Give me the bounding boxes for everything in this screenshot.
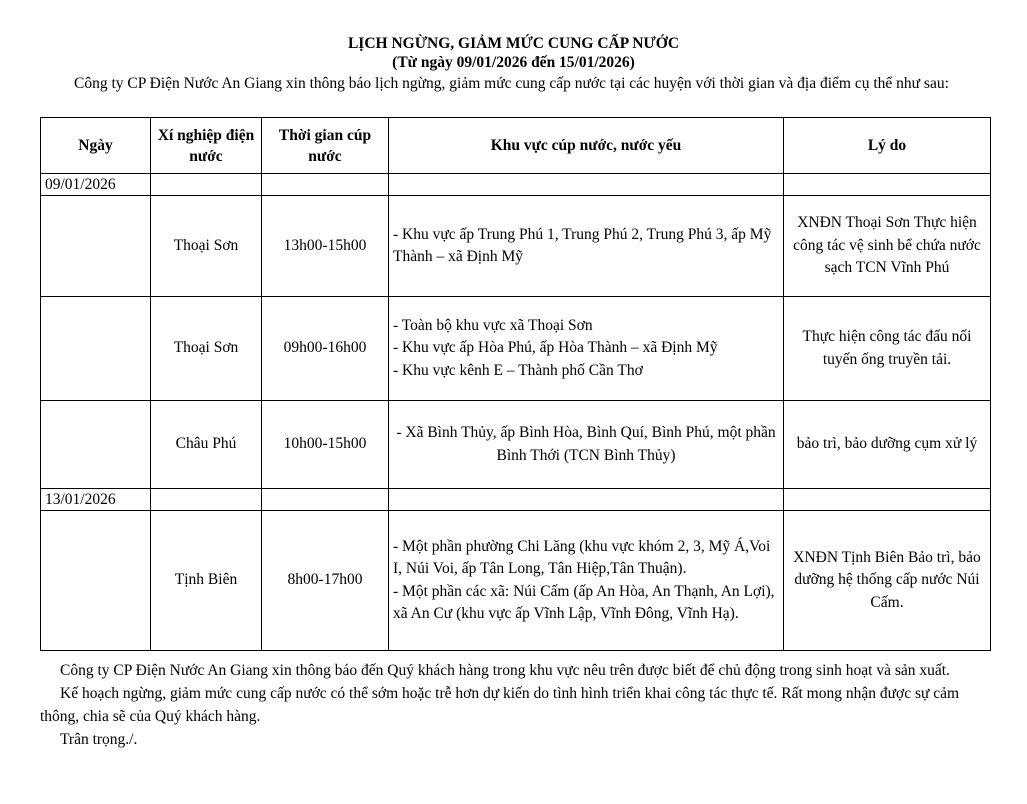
reason-cell: bảo trì, bảo dưỡng cụm xử lý <box>784 401 991 489</box>
time-cell: 8h00-17h00 <box>262 511 389 651</box>
area-line: - Xã Bình Thủy, ấp Bình Hòa, Bình Quí, Bình Phú, một phần Bình Thới (TCN Bình Thủy) <box>396 424 776 464</box>
reason-cell: Thực hiện công tác đấu nối tuyến ống truyền tải. <box>784 297 991 401</box>
footer-paragraph: Kế hoạch ngừng, giảm mức cung cấp nước có thể sớm hoặc trễ hơn dự kiến do tình hình triển khai công tác thực tế. Rất mong nhận được sự cảm thông, chia sẽ của Quý khách hàng. <box>40 685 960 725</box>
enterprise-cell: Thoại Sơn <box>151 297 262 401</box>
table-row <box>41 196 991 297</box>
time-cell: 13h00-15h00 <box>262 196 389 297</box>
date-row <box>41 489 991 511</box>
reason-cell: XNĐN Thoại Sơn Thực hiện công tác vệ sinh bể chứa nước sạch TCN Vĩnh Phú <box>784 196 991 297</box>
time-cell: 09h00-16h00 <box>262 297 389 401</box>
area-cell <box>389 401 784 489</box>
intro-paragraph: Công ty CP Điện Nước An Giang xin thông báo lịch ngừng, giảm mức cung cấp nước tại các huyện với thời gian và địa điểm cụ thể như sau: <box>74 75 949 92</box>
enterprise-cell: Châu Phú <box>151 401 262 489</box>
closing-text: Trân trọng./. <box>60 731 138 748</box>
area-line: - Toàn bộ khu vực xã Thoại Sơn <box>393 316 593 334</box>
header-date: Ngày <box>41 118 151 174</box>
document-title: LỊCH NGỪNG, GIẢM MỨC CUNG CẤP NƯỚC <box>347 35 680 52</box>
footer-paragraph: Công ty CP Điện Nước An Giang xin thông báo đến Quý khách hàng trong khu vực nêu trên được biết để chủ động trong sinh hoạt và sản xuất. <box>60 662 950 679</box>
table-row <box>41 511 991 651</box>
area-cell <box>389 511 784 651</box>
document-subtitle: (Từ ngày 09/01/2026 đến 15/01/2026) <box>392 54 635 71</box>
footer-text <box>40 659 990 751</box>
header-enterprise: Xí nghiệp điện nước <box>151 118 262 174</box>
area-line: - Khu vực kênh E – Thành phố Cần Thơ <box>393 361 643 379</box>
date-cell: 09/01/2026 <box>41 174 151 196</box>
table-header-row <box>41 118 991 174</box>
area-line: - Khu vực ấp Hòa Phú, ấp Hòa Thành – xã Định Mỹ <box>393 339 718 357</box>
date-row <box>41 174 991 196</box>
schedule-table <box>40 117 991 651</box>
area-line: - Khu vực ấp Trung Phú 1, Trung Phú 2, Trung Phú 3, ấp Mỹ Thành – xã Định Mỹ <box>393 225 772 265</box>
header-reason: Lý do <box>784 118 991 174</box>
time-cell: 10h00-15h00 <box>262 401 389 489</box>
area-line: - Một phần phường Chi Lăng (khu vực khóm 2, 3, Mỹ Á,Voi I, Núi Voi, ấp Tân Long, Tân Hiệp,Tân Thuận). <box>393 537 771 577</box>
table-row <box>41 401 991 489</box>
header-time: Thời gian cúp nước <box>262 118 389 174</box>
header-area: Khu vực cúp nước, nước yếu <box>389 118 784 174</box>
area-cell <box>389 297 784 401</box>
date-cell: 13/01/2026 <box>41 489 151 511</box>
enterprise-cell: Thoại Sơn <box>151 196 262 297</box>
reason-cell: XNĐN Tịnh Biên Bảo trì, bảo dưỡng hệ thống cấp nước Núi Cấm. <box>784 511 991 651</box>
table-row <box>41 297 991 401</box>
area-line: - Một phần các xã: Núi Cấm (ấp An Hòa, An Thạnh, An Lợi), xã An Cư (khu vực ấp Vĩnh Lập, Vĩnh Đông, Vĩnh Hạ). <box>393 582 775 622</box>
area-cell <box>389 196 784 297</box>
enterprise-cell: Tịnh Biên <box>151 511 262 651</box>
